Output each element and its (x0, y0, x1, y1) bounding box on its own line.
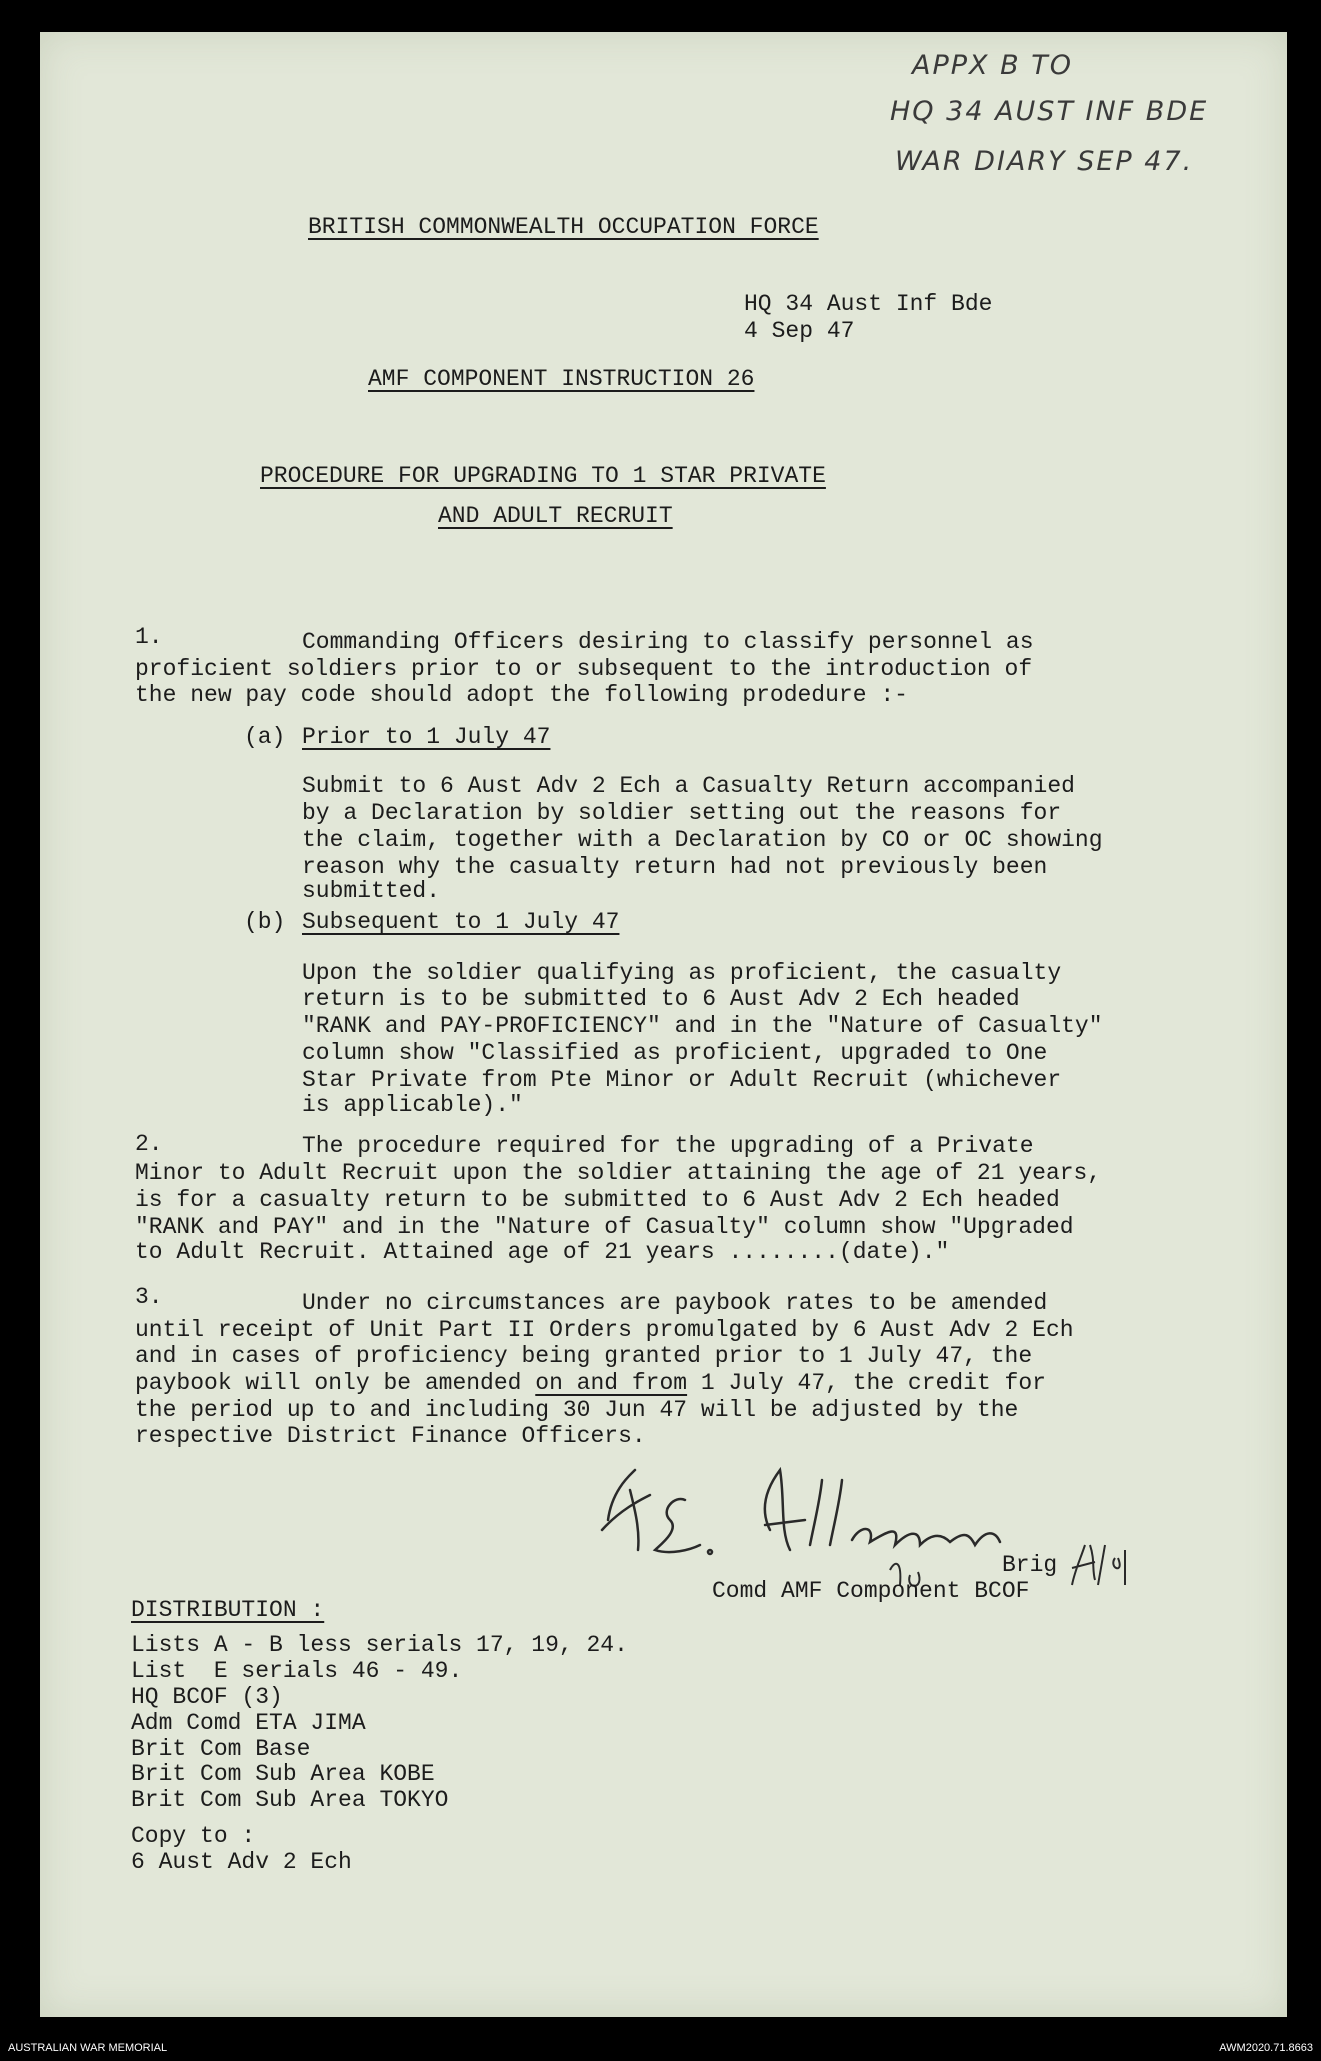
para1b-line-6: is applicable)." (302, 1092, 523, 1118)
para1a-line-5: submitted. (302, 878, 441, 904)
para1b-heading: Subsequent to 1 July 47 (302, 909, 620, 935)
distribution-item: Adm Comd ETA JIMA (131, 1710, 366, 1736)
para3-number: 3. (135, 1284, 163, 1310)
para2-line-5: to Adult Recruit. Attained age of 21 years ........(date)." (135, 1239, 950, 1265)
para1a-heading: Prior to 1 July 47 (302, 724, 551, 750)
distribution-item: List E serials 46 - 49. (131, 1658, 463, 1684)
instruction-title: AMF COMPONENT INSTRUCTION 26 (368, 366, 755, 392)
distribution-item: Brit Com Base (131, 1736, 311, 1762)
subject-line-2: AND ADULT RECRUIT (438, 503, 673, 529)
date-line: 4 Sep 47 (744, 318, 855, 344)
para1a-line-1: Submit to 6 Aust Adv 2 Ech a Casualty Return accompanied (302, 773, 1075, 799)
para1a-line-2: by a Declaration by soldier setting out the reasons for (302, 800, 1062, 826)
annotation-line-3: WAR DIARY SEP 47. (895, 146, 1194, 177)
para2-line-3: is for a casualty return to be submitted to 6 Aust Adv 2 Ech headed (135, 1187, 1060, 1213)
para1-line-3: the new pay code should adopt the following prodedure :- (135, 682, 908, 708)
para1-line-1: Commanding Officers desiring to classify personnel as (302, 629, 1034, 655)
copy-to-heading: Copy to : (131, 1823, 256, 1849)
para1b-line-3: "RANK and PAY-PROFICIENCY" and in the "Nature of Casualty" (302, 1013, 1103, 1039)
para1b-label: (b) (244, 909, 286, 935)
hq-line: HQ 34 Aust Inf Bde (744, 291, 993, 317)
para1a-line-3: the claim, together with a Declaration by CO or OC showing (302, 827, 1103, 853)
signatory-rank: Brig (1002, 1552, 1058, 1578)
para1b-line-4: column show "Classified as proficient, upgraded to One (302, 1040, 1048, 1066)
org-title: BRITISH COMMONWEALTH OCCUPATION FORCE (308, 214, 819, 240)
para3-line-2: until receipt of Unit Part II Orders promulgated by 6 Aust Adv 2 Ech (135, 1317, 1074, 1343)
para2-line-4: "RANK and PAY" and in the "Nature of Casualty" column show "Upgraded (135, 1214, 1074, 1240)
annotation-line-1: APPX B TO (912, 50, 1073, 81)
para1a-line-4: reason why the casualty return had not previously been (302, 854, 1048, 880)
para1b-line-2: return is to be submitted to 6 Aust Adv 2 Ech headed (302, 986, 1020, 1012)
para3-line-4-post: 1 July 47, the credit for (687, 1370, 1046, 1396)
para1-number: 1. (135, 624, 163, 650)
para3-line-4 (135, 1369, 1046, 1397)
subject-line-1: PROCEDURE FOR UPGRADING TO 1 STAR PRIVATE (260, 463, 826, 489)
distribution-item: Brit Com Sub Area TOKYO (131, 1787, 449, 1813)
para3-line-4-underlined: on and from (535, 1370, 688, 1396)
para3-line-6: respective District Finance Officers. (135, 1423, 646, 1449)
copy-to-item: 6 Aust Adv 2 Ech (131, 1849, 352, 1875)
footer-bar (0, 2038, 1321, 2061)
para1a-label: (a) (244, 724, 286, 750)
para3-line-1: Under no circumstances are paybook rates to be amended (302, 1290, 1048, 1316)
para2-line-1: The procedure required for the upgrading of a Private (302, 1133, 1034, 1159)
para3-line-3: and in cases of proficiency being granted prior to 1 July 47, the (135, 1343, 1033, 1369)
para1-line-2: proficient soldiers prior to or subsequent to the introduction of (135, 656, 1033, 682)
distribution-item: Brit Com Sub Area KOBE (131, 1761, 435, 1787)
para2-number: 2. (135, 1131, 163, 1157)
distribution-item: Lists A - B less serials 17, 19, 24. (131, 1632, 628, 1658)
para3-line-5: the period up to and including 30 Jun 47 will be adjusted by the (135, 1397, 1019, 1423)
distribution-heading: DISTRIBUTION : (131, 1597, 325, 1623)
para3-line-4-pre: paybook will only be amended (135, 1370, 536, 1396)
signatory-appointment: Comd AMF Component BCOF (712, 1578, 1030, 1604)
para1b-line-5: Star Private from Pte Minor or Adult Recruit (whichever (302, 1067, 1062, 1093)
footer-accession-number: AWM2020.71.8663 (1219, 2042, 1313, 2054)
footer-institution: AUSTRALIAN WAR MEMORIAL (8, 2042, 168, 2054)
para2-line-2: Minor to Adult Recruit upon the soldier attaining the age of 21 years, (135, 1160, 1102, 1186)
distribution-item: HQ BCOF (3) (131, 1684, 283, 1710)
para1b-line-1: Upon the soldier qualifying as proficient, the casualty (302, 960, 1062, 986)
annotation-line-2: HQ 34 AUST INF BDE (890, 96, 1209, 127)
